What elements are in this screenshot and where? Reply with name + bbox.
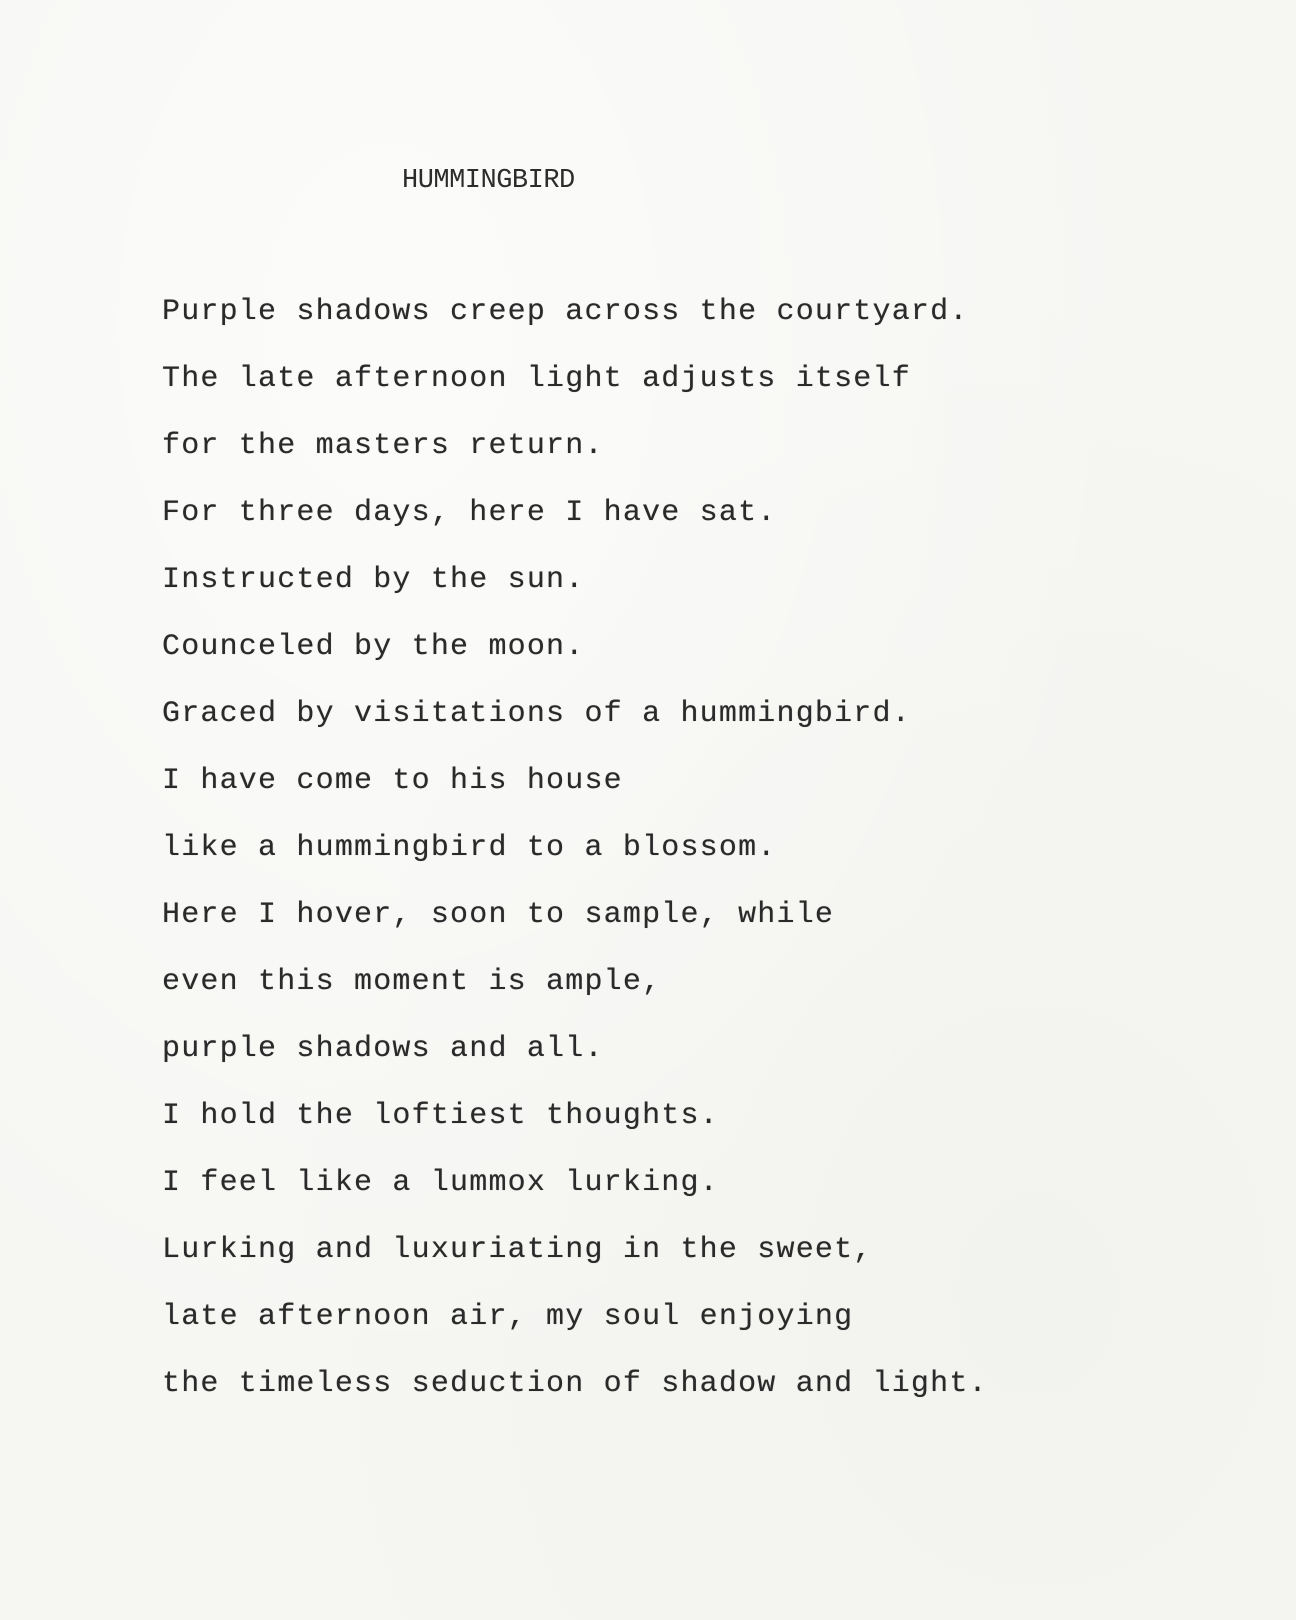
poem-title: HUMMINGBIRD bbox=[402, 166, 575, 196]
poem-body bbox=[162, 292, 988, 1431]
poem-line: late afternoon air, my soul enjoying bbox=[162, 1300, 854, 1334]
poem-line: Purple shadows creep across the courtyard. bbox=[162, 295, 969, 329]
poem-line: purple shadows and all. bbox=[162, 1032, 604, 1066]
poem-line: I have come to his house bbox=[162, 764, 623, 798]
poem-line: For three days, here I have sat. bbox=[162, 496, 777, 530]
poem-line: I hold the loftiest thoughts. bbox=[162, 1099, 719, 1133]
poem-line: Instructed by the sun. bbox=[162, 563, 585, 597]
poem-line: Here I hover, soon to sample, while bbox=[162, 898, 835, 932]
poem-line: the timeless seduction of shadow and light. bbox=[162, 1367, 988, 1401]
poem-line: Lurking and luxuriating in the sweet, bbox=[162, 1233, 873, 1267]
poem-line: even this moment is ample, bbox=[162, 965, 662, 999]
poem-line: like a hummingbird to a blossom. bbox=[162, 831, 777, 865]
poem-line: The late afternoon light adjusts itself bbox=[162, 362, 911, 396]
poem-line: Graced by visitations of a hummingbird. bbox=[162, 697, 911, 731]
poem-line: Counceled by the moon. bbox=[162, 630, 585, 664]
poem-line: I feel like a lummox lurking. bbox=[162, 1166, 719, 1200]
poem-line: for the masters return. bbox=[162, 429, 604, 463]
